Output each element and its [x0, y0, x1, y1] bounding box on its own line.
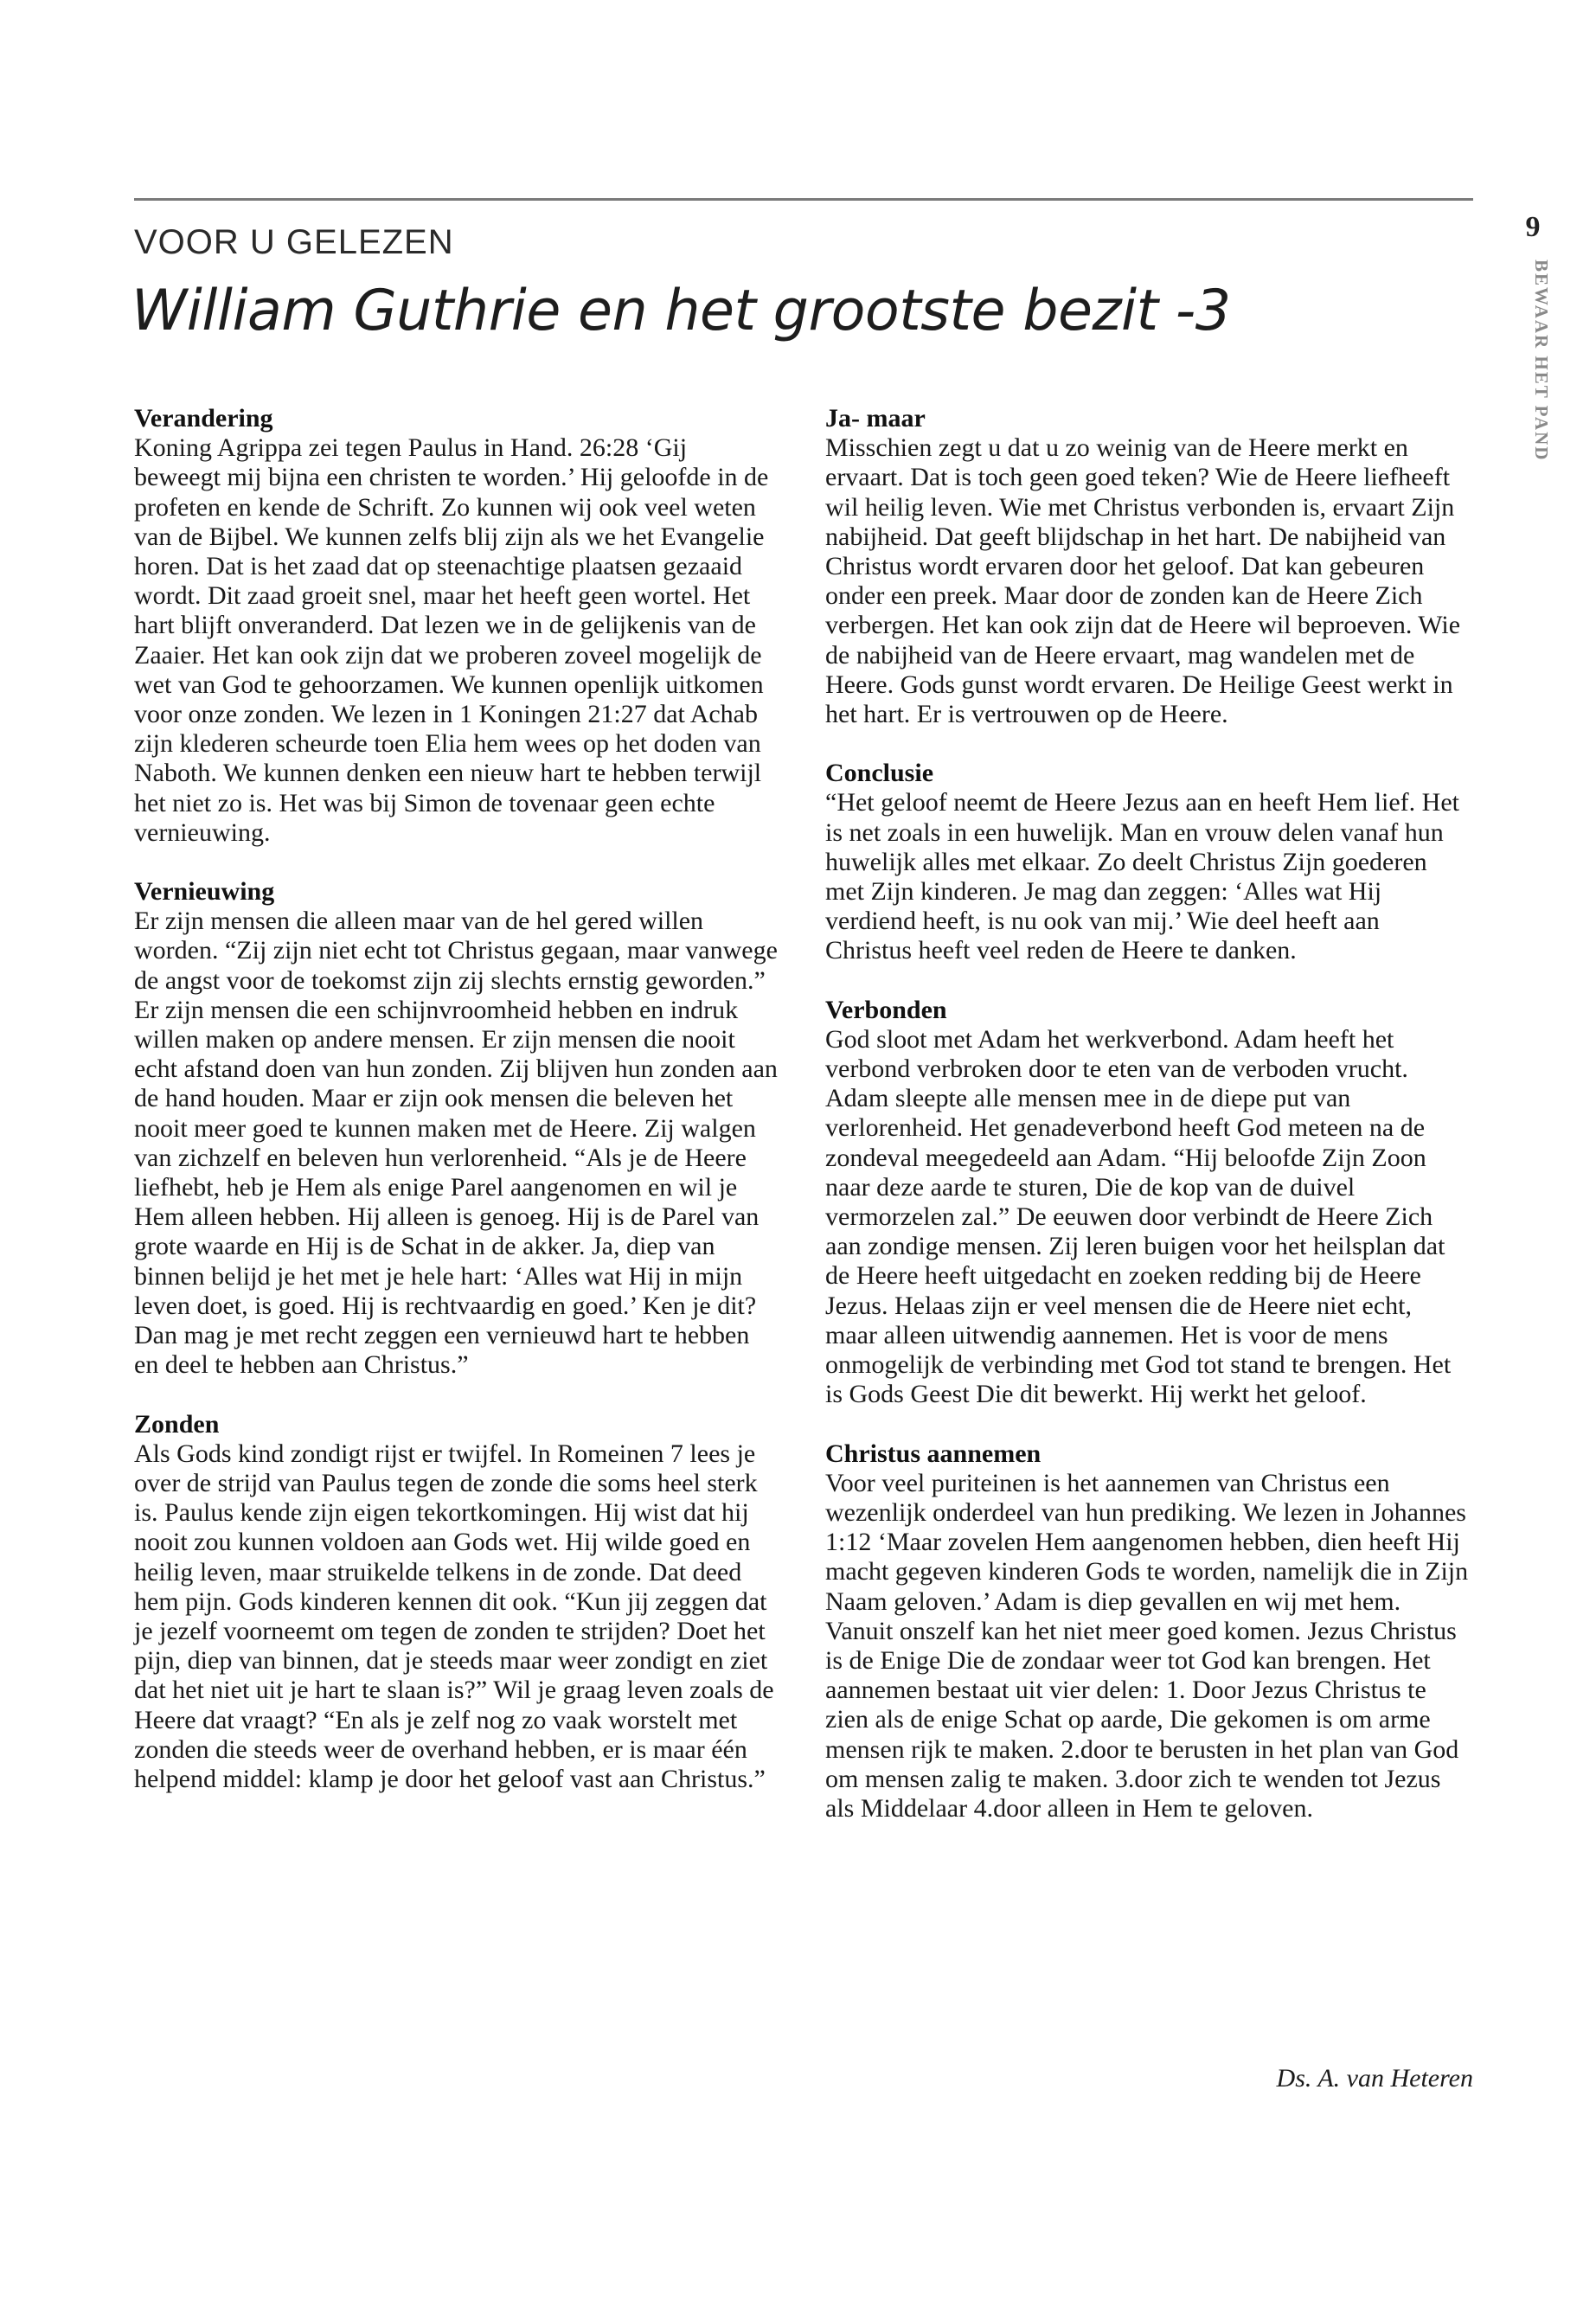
- section-christus-aannemen: [825, 1439, 1470, 1824]
- section-verbonden: [825, 996, 1470, 1410]
- header-rule: [134, 198, 1473, 201]
- section-body: Als Gods kind zondigt rijst er twijfel. In Romeinen 7 lees je over de strijd van Paulus tegen de zonde die soms heel sterk is. Paulus kende zijn eigen tekortkomingen. Hij wist dat hij nooit zou kunnen voldoen aan Gods wet. Hij wilde goed en heilig leven, maar struikelde telkens in de zonde. Dat deed hem pijn. Gods kinderen kennen dit ook. “Kun jij zeggen dat je jezelf voorneemt om tegen de zonden te strijden? Doet het pijn, diep van binnen, dat je steeds maar weer zondigt en ziet dat het niet uit je hart te slaan is?” Wil je graag leven zoals de Heere dat vraagt? “En als je zelf nog zo vaak worstelt met zonden die steeds weer de overhand hebben, er is maar één helpend middel: klamp je door het geloof vast aan Christus.”: [134, 1439, 774, 1793]
- section-heading: Verandering: [134, 404, 273, 433]
- section-ja-maar: [825, 404, 1470, 729]
- section-body: Er zijn mensen die alleen maar van de hel gered willen worden. “Zij zijn niet echt tot Christus gegaan, maar vanwege de angst voor de toekomst zijn zij slechts ernstig geworden.” Er zijn mensen die een schijnvroomheid hebben en indruk willen maken op andere mensen. Er zijn mensen die nooit echt afstand doen van hun zonden. Zij blijven hun zonden aan de hand houden. Maar er zijn ook mensen die beleven het nooit meer goed te kunnen maken met de Heere. Zij walgen van zichzelf en beleven hun verlorenheid. “Als je de Heere liefhebt, heb je Hem als enige Parel aangenomen en wil je Hem alleen hebben. Hij alleen is genoeg. Hij is de Parel van grote waarde en Hij is de Schat in de akker. Ja, diep van binnen belijd je het met je hele hart: ‘Alles wat Hij in mijn leven doet, is goed. Hij is rechtvaardig en goed.’ Ken je dit? Dan mag je met recht zeggen een vernieuwd hart te hebben en deel te hebben aan Christus.”: [134, 907, 778, 1380]
- section-heading: Verbonden: [825, 995, 947, 1024]
- column-left: [134, 404, 779, 1823]
- section-heading: Christus aannemen: [825, 1439, 1042, 1468]
- section-vernieuwing: [134, 877, 779, 1380]
- section-body: Koning Agrippa zei tegen Paulus in Hand. 26:28 ‘Gij beweegt mij bijna een christen te worden.’ Hij geloofde in de profeten en kende de Schrift. Zo kunnen wij ook veel weten van de Bijbel. We kunnen zelfs blij zijn als we het Evangelie horen. Dat is het zaad dat op steenachtige plaatsen gezaaid wordt. Dit zaad groeit snel, maar het heeft geen wortel. Het hart blijft onveranderd. Dat lezen we in de gelijkenis van de Zaaier. Het kan ook zijn dat we proberen zoveel mogelijk de wet van God te gehoorzamen. We kunnen openlijk uitkomen voor onze zonden. We lezen in 1 Koningen 21:27 dat Achab zijn klederen scheurde toen Elia hem wees op het doden van Naboth. We kunnen denken een nieuw hart te hebben terwijl het niet zo is. Het was bij Simon de tovenaar geen echte vernieuwing.: [134, 433, 769, 847]
- section-body: God sloot met Adam het werkverbond. Adam heeft het verbond verbroken door te eten van de verboden vrucht. Adam sleepte alle mensen mee in de diepe put van verlorenheid. Het genadeverbond heeft God meteen na de zondeval meegedeeld aan Adam. “Hij beloofde Zijn Zoon naar deze aarde te sturen, Die de kop van de duivel vermorzelen zal.” De eeuwen door verbindt de Heere Zich aan zondige mensen. Zij leren buigen voor het heilsplan dat de Heere heeft uitgedacht en zoeken redding bij de Heere Jezus. Helaas zijn er veel mensen die de Heere niet echt, maar alleen uitwendig aannemen. Het is voor de mens onmogelijk de verbinding met God tot stand te brengen. Het is Gods Geest Die dit bewerkt. Hij werkt het geloof.: [825, 1024, 1452, 1409]
- page-number: 9: [1525, 211, 1541, 243]
- column-right: [825, 404, 1470, 1853]
- section-heading: Ja- maar: [825, 404, 926, 433]
- section-heading: Vernieuwing: [134, 877, 275, 907]
- section-body: Voor veel puriteinen is het aannemen van Christus een wezenlijk onderdeel van hun prediking. We lezen in Johannes 1:12 ‘Maar zovelen Hem aangenomen hebben, dien heeft Hij macht gegeven kinderen Gods te worden, namelijk die in Zijn Naam geloven.’ Adam is diep gevallen en wij met hem. Vanuit onszelf kan het niet meer goed komen. Jezus Christus is de Enige Die de zondaar weer tot God kan brengen. Het aannemen bestaat uit vier delen: 1. Door Jezus Christus te zien als de enige Schat op aarde, Die gekomen is om arme mensen rijk te maken. 2.door te berusten in het plan van God om mensen zalig te maken. 3.door zich te wenden tot Jezus als Middelaar 4.door alleen in Hem te geloven.: [825, 1468, 1469, 1823]
- section-heading: Zonden: [134, 1409, 220, 1439]
- section-verandering: [134, 404, 779, 848]
- section-body: “Het geloof neemt de Heere Jezus aan en heeft Hem lief. Het is net zoals in een huwelijk. Man en vrouw delen vanaf hun huwelijk alles met elkaar. Zo deelt Christus Zijn goederen met Zijn kinderen. Je mag dan zeggen: ‘Alles wat Hij verdiend heeft, is nu ook van mij.’ Wie deel heeft aan Christus heeft veel reden de Heere te danken.: [825, 788, 1459, 965]
- author-signature: Ds. A. van Heteren: [1276, 2064, 1473, 2093]
- section-conclusie: [825, 759, 1470, 965]
- section-zonden: [134, 1410, 779, 1795]
- section-heading: Conclusie: [825, 759, 934, 788]
- section-body: Misschien zegt u dat u zo weinig van de Heere merkt en ervaart. Dat is toch geen goed teken? Wie de Heere liefheeft wil heilig leven. Wie met Christus verbonden is, ervaart Zijn nabijheid. Dat geeft blijdschap in het hart. De nabijheid van Christus wordt ervaren door het geloof. Dat kan gebeuren onder een preek. Maar door de zonden kan de Heere Zich verbergen. Het kan ook zijn dat de Heere wil beproeven. Wie de nabijheid van de Heere ervaart, mag wandelen met de Heere. Gods gunst wordt ervaren. De Heilige Geest werkt in het hart. Er is vertrouwen op de Heere.: [825, 433, 1461, 729]
- section-kicker: VOOR U GELEZEN: [134, 223, 454, 261]
- publication-title: BEWAAR HET PAND: [1531, 260, 1552, 462]
- article-title: William Guthrie en het grootste bezit -3: [131, 279, 1231, 343]
